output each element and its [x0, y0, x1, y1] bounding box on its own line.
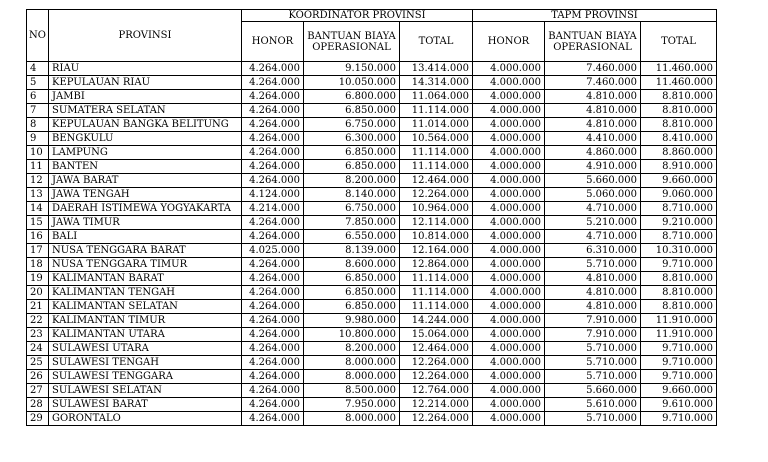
row-k-honor: 4.264.000: [242, 272, 304, 286]
row-k-bantuan: 8.139.000: [304, 244, 400, 258]
row-k-total: 12.864.000: [400, 258, 473, 272]
row-k-honor: 4.264.000: [242, 328, 304, 342]
row-t-bantuan: 7.910.000: [545, 314, 641, 328]
row-t-bantuan: 4.810.000: [545, 272, 641, 286]
row-t-total: 11.910.000: [641, 328, 717, 342]
table-row: [27, 146, 717, 160]
row-no: 13: [27, 188, 49, 202]
row-k-honor: 4.264.000: [242, 216, 304, 230]
row-k-total: 11.114.000: [400, 104, 473, 118]
row-no: 8: [27, 118, 49, 132]
row-t-bantuan: 5.710.000: [545, 370, 641, 384]
table-row: [27, 62, 717, 76]
row-provinsi: SUMATERA SELATAN: [49, 104, 242, 118]
table-row: [27, 216, 717, 230]
row-provinsi: KEPULAUAN BANGKA BELITUNG: [49, 118, 242, 132]
row-t-total: 11.910.000: [641, 314, 717, 328]
row-t-bantuan: 4.810.000: [545, 90, 641, 104]
row-no: 4: [27, 62, 49, 76]
header-t-honor: HONOR: [473, 22, 545, 62]
row-k-bantuan: 6.850.000: [304, 104, 400, 118]
row-k-honor: 4.264.000: [242, 90, 304, 104]
row-t-bantuan: 4.410.000: [545, 132, 641, 146]
table-row: [27, 314, 717, 328]
row-k-bantuan: 10.050.000: [304, 76, 400, 90]
row-k-bantuan: 6.850.000: [304, 160, 400, 174]
table-row: [27, 188, 717, 202]
header-provinsi: PROVINSI: [49, 10, 242, 62]
row-t-honor: 4.000.000: [473, 188, 545, 202]
row-t-honor: 4.000.000: [473, 62, 545, 76]
row-k-honor: 4.264.000: [242, 62, 304, 76]
row-provinsi: JAWA TENGAH: [49, 188, 242, 202]
row-t-honor: 4.000.000: [473, 230, 545, 244]
row-t-bantuan: 5.210.000: [545, 216, 641, 230]
row-k-bantuan: 8.200.000: [304, 342, 400, 356]
row-provinsi: SULAWESI TENGAH: [49, 356, 242, 370]
row-t-total: 9.660.000: [641, 384, 717, 398]
row-t-total: 8.810.000: [641, 272, 717, 286]
row-k-total: 12.264.000: [400, 188, 473, 202]
row-no: 21: [27, 300, 49, 314]
row-t-total: 10.310.000: [641, 244, 717, 258]
table-row: [27, 286, 717, 300]
row-k-honor: 4.264.000: [242, 384, 304, 398]
row-t-bantuan: 4.810.000: [545, 300, 641, 314]
row-k-bantuan: 6.850.000: [304, 300, 400, 314]
row-k-total: 15.064.000: [400, 328, 473, 342]
row-k-total: 10.964.000: [400, 202, 473, 216]
row-k-total: 11.114.000: [400, 300, 473, 314]
row-k-total: 13.414.000: [400, 62, 473, 76]
row-t-total: 9.660.000: [641, 174, 717, 188]
table-row: [27, 202, 717, 216]
row-no: 29: [27, 412, 49, 426]
row-t-bantuan: 7.460.000: [545, 76, 641, 90]
row-t-bantuan: 4.910.000: [545, 160, 641, 174]
row-k-honor: 4.264.000: [242, 370, 304, 384]
row-t-total: 9.710.000: [641, 412, 717, 426]
row-k-total: 12.264.000: [400, 356, 473, 370]
row-t-total: 11.460.000: [641, 62, 717, 76]
row-t-honor: 4.000.000: [473, 132, 545, 146]
row-k-bantuan: 8.200.000: [304, 174, 400, 188]
row-k-honor: 4.264.000: [242, 412, 304, 426]
row-no: 5: [27, 76, 49, 90]
row-t-bantuan: 7.460.000: [545, 62, 641, 76]
row-no: 23: [27, 328, 49, 342]
row-no: 6: [27, 90, 49, 104]
row-t-honor: 4.000.000: [473, 104, 545, 118]
row-t-honor: 4.000.000: [473, 174, 545, 188]
row-t-honor: 4.000.000: [473, 146, 545, 160]
table-row: [27, 118, 717, 132]
row-k-bantuan: 9.980.000: [304, 314, 400, 328]
row-no: 9: [27, 132, 49, 146]
table-row: [27, 76, 717, 90]
header-k-honor: HONOR: [242, 22, 304, 62]
row-t-bantuan: 5.710.000: [545, 412, 641, 426]
table-row: [27, 132, 717, 146]
row-k-honor: 4.264.000: [242, 230, 304, 244]
row-t-total: 8.810.000: [641, 90, 717, 104]
row-t-honor: 4.000.000: [473, 216, 545, 230]
row-t-honor: 4.000.000: [473, 384, 545, 398]
row-provinsi: SULAWESI BARAT: [49, 398, 242, 412]
row-k-honor: 4.025.000: [242, 244, 304, 258]
row-k-total: 11.064.000: [400, 90, 473, 104]
row-k-total: 11.114.000: [400, 272, 473, 286]
table-row: [27, 412, 717, 426]
row-k-bantuan: 8.000.000: [304, 412, 400, 426]
row-provinsi: SULAWESI UTARA: [49, 342, 242, 356]
row-t-honor: 4.000.000: [473, 328, 545, 342]
row-k-honor: 4.264.000: [242, 76, 304, 90]
row-provinsi: BENGKULU: [49, 132, 242, 146]
row-k-bantuan: 10.800.000: [304, 328, 400, 342]
row-k-bantuan: 6.750.000: [304, 202, 400, 216]
table-row: [27, 258, 717, 272]
row-t-total: 9.710.000: [641, 370, 717, 384]
table-row: [27, 90, 717, 104]
row-k-total: 11.114.000: [400, 146, 473, 160]
table-header: [27, 10, 717, 62]
row-t-bantuan: 4.860.000: [545, 146, 641, 160]
row-k-honor: 4.264.000: [242, 118, 304, 132]
row-provinsi: JAWA BARAT: [49, 174, 242, 188]
row-t-total: 9.710.000: [641, 356, 717, 370]
row-k-total: 10.564.000: [400, 132, 473, 146]
row-t-bantuan: 5.710.000: [545, 258, 641, 272]
row-provinsi: KALIMANTAN UTARA: [49, 328, 242, 342]
header-tapm-provinsi: TAPM PROVINSI: [473, 10, 717, 22]
row-k-bantuan: 6.750.000: [304, 118, 400, 132]
document-page: [26, 9, 717, 426]
header-t-bantuan: BANTUAN BIAYA OPERASIONAL: [545, 22, 641, 62]
row-k-bantuan: 8.600.000: [304, 258, 400, 272]
row-t-bantuan: 5.660.000: [545, 174, 641, 188]
row-provinsi: NUSA TENGGARA BARAT: [49, 244, 242, 258]
header-koordinator-provinsi: KOORDINATOR PROVINSI: [242, 10, 473, 22]
row-k-bantuan: 6.850.000: [304, 146, 400, 160]
row-no: 26: [27, 370, 49, 384]
row-t-honor: 4.000.000: [473, 356, 545, 370]
row-t-honor: 4.000.000: [473, 398, 545, 412]
row-k-bantuan: 6.800.000: [304, 90, 400, 104]
row-t-bantuan: 5.060.000: [545, 188, 641, 202]
row-k-honor: 4.264.000: [242, 160, 304, 174]
row-k-honor: 4.264.000: [242, 258, 304, 272]
row-k-bantuan: 6.300.000: [304, 132, 400, 146]
row-t-total: 8.910.000: [641, 160, 717, 174]
row-k-total: 12.464.000: [400, 174, 473, 188]
row-no: 24: [27, 342, 49, 356]
row-t-bantuan: 5.710.000: [545, 342, 641, 356]
row-t-honor: 4.000.000: [473, 244, 545, 258]
table-row: [27, 370, 717, 384]
row-t-bantuan: 5.610.000: [545, 398, 641, 412]
row-t-bantuan: 4.810.000: [545, 286, 641, 300]
header-no: NO: [27, 10, 49, 62]
row-provinsi: BANTEN: [49, 160, 242, 174]
row-k-total: 12.264.000: [400, 412, 473, 426]
row-k-total: 14.314.000: [400, 76, 473, 90]
row-k-total: 12.764.000: [400, 384, 473, 398]
row-t-honor: 4.000.000: [473, 342, 545, 356]
row-k-total: 12.114.000: [400, 216, 473, 230]
row-t-honor: 4.000.000: [473, 76, 545, 90]
row-k-honor: 4.264.000: [242, 314, 304, 328]
row-provinsi: KALIMANTAN TIMUR: [49, 314, 242, 328]
row-t-honor: 4.000.000: [473, 300, 545, 314]
row-no: 28: [27, 398, 49, 412]
row-no: 27: [27, 384, 49, 398]
row-provinsi: LAMPUNG: [49, 146, 242, 160]
row-t-total: 8.810.000: [641, 300, 717, 314]
row-no: 22: [27, 314, 49, 328]
row-k-honor: 4.264.000: [242, 132, 304, 146]
row-k-honor: 4.264.000: [242, 342, 304, 356]
row-no: 17: [27, 244, 49, 258]
row-t-honor: 4.000.000: [473, 314, 545, 328]
table-row: [27, 230, 717, 244]
table-row: [27, 160, 717, 174]
row-k-honor: 4.264.000: [242, 104, 304, 118]
row-provinsi: BALI: [49, 230, 242, 244]
row-provinsi: SULAWESI TENGGARA: [49, 370, 242, 384]
row-t-bantuan: 5.660.000: [545, 384, 641, 398]
table-row: [27, 300, 717, 314]
table-row: [27, 328, 717, 342]
row-k-bantuan: 8.140.000: [304, 188, 400, 202]
row-t-honor: 4.000.000: [473, 272, 545, 286]
row-t-bantuan: 4.810.000: [545, 104, 641, 118]
row-no: 7: [27, 104, 49, 118]
row-k-bantuan: 9.150.000: [304, 62, 400, 76]
row-k-bantuan: 6.550.000: [304, 230, 400, 244]
row-provinsi: RIAU: [49, 62, 242, 76]
row-t-bantuan: 4.710.000: [545, 230, 641, 244]
row-k-total: 10.814.000: [400, 230, 473, 244]
row-t-bantuan: 5.710.000: [545, 356, 641, 370]
row-t-total: 8.860.000: [641, 146, 717, 160]
row-no: 10: [27, 146, 49, 160]
table-row: [27, 356, 717, 370]
row-k-honor: 4.124.000: [242, 188, 304, 202]
row-k-honor: 4.264.000: [242, 146, 304, 160]
row-t-total: 8.410.000: [641, 132, 717, 146]
row-k-bantuan: 6.850.000: [304, 272, 400, 286]
row-k-bantuan: 8.000.000: [304, 370, 400, 384]
table-row: [27, 342, 717, 356]
row-t-honor: 4.000.000: [473, 370, 545, 384]
row-k-honor: 4.264.000: [242, 286, 304, 300]
row-no: 12: [27, 174, 49, 188]
row-t-total: 8.710.000: [641, 230, 717, 244]
row-t-total: 8.810.000: [641, 104, 717, 118]
header-t-total: TOTAL: [641, 22, 717, 62]
row-provinsi: KALIMANTAN SELATAN: [49, 300, 242, 314]
budget-table: [26, 9, 717, 426]
table-row: [27, 104, 717, 118]
row-k-honor: 4.264.000: [242, 174, 304, 188]
row-k-total: 12.464.000: [400, 342, 473, 356]
row-k-honor: 4.264.000: [242, 398, 304, 412]
table-row: [27, 174, 717, 188]
row-k-bantuan: 7.850.000: [304, 216, 400, 230]
row-k-total: 11.114.000: [400, 160, 473, 174]
row-provinsi: KALIMANTAN TENGAH: [49, 286, 242, 300]
row-t-honor: 4.000.000: [473, 118, 545, 132]
row-no: 20: [27, 286, 49, 300]
row-k-total: 14.244.000: [400, 314, 473, 328]
header-k-total: TOTAL: [400, 22, 473, 62]
row-t-total: 8.810.000: [641, 286, 717, 300]
row-t-total: 9.210.000: [641, 216, 717, 230]
row-provinsi: DAERAH ISTIMEWA YOGYAKARTA: [49, 202, 242, 216]
row-no: 16: [27, 230, 49, 244]
row-t-bantuan: 7.910.000: [545, 328, 641, 342]
row-k-total: 11.014.000: [400, 118, 473, 132]
bottom-fade: [0, 440, 768, 462]
header-k-bantuan: BANTUAN BIAYA OPERASIONAL: [304, 22, 400, 62]
row-t-total: 8.810.000: [641, 118, 717, 132]
row-provinsi: JAWA TIMUR: [49, 216, 242, 230]
row-k-total: 11.114.000: [400, 286, 473, 300]
table-row: [27, 272, 717, 286]
row-k-honor: 4.264.000: [242, 300, 304, 314]
row-k-honor: 4.214.000: [242, 202, 304, 216]
row-provinsi: SULAWESI SELATAN: [49, 384, 242, 398]
row-provinsi: NUSA TENGGARA TIMUR: [49, 258, 242, 272]
row-k-total: 12.164.000: [400, 244, 473, 258]
table-row: [27, 244, 717, 258]
row-t-bantuan: 4.710.000: [545, 202, 641, 216]
row-k-honor: 4.264.000: [242, 356, 304, 370]
row-t-honor: 4.000.000: [473, 286, 545, 300]
row-k-bantuan: 6.850.000: [304, 286, 400, 300]
row-t-honor: 4.000.000: [473, 160, 545, 174]
row-t-bantuan: 6.310.000: [545, 244, 641, 258]
row-k-bantuan: 8.000.000: [304, 356, 400, 370]
row-no: 25: [27, 356, 49, 370]
row-t-honor: 4.000.000: [473, 90, 545, 104]
row-provinsi: JAMBI: [49, 90, 242, 104]
row-t-total: 9.710.000: [641, 342, 717, 356]
row-no: 18: [27, 258, 49, 272]
row-provinsi: GORONTALO: [49, 412, 242, 426]
row-k-total: 12.214.000: [400, 398, 473, 412]
row-provinsi: KALIMANTAN BARAT: [49, 272, 242, 286]
row-t-honor: 4.000.000: [473, 258, 545, 272]
row-k-total: 12.264.000: [400, 370, 473, 384]
row-t-total: 9.060.000: [641, 188, 717, 202]
row-no: 15: [27, 216, 49, 230]
table-row: [27, 384, 717, 398]
row-t-honor: 4.000.000: [473, 202, 545, 216]
row-t-bantuan: 4.810.000: [545, 118, 641, 132]
row-no: 19: [27, 272, 49, 286]
table-row: [27, 398, 717, 412]
row-provinsi: KEPULAUAN RIAU: [49, 76, 242, 90]
row-t-total: 9.610.000: [641, 398, 717, 412]
row-t-honor: 4.000.000: [473, 412, 545, 426]
row-no: 14: [27, 202, 49, 216]
table-body: [27, 62, 717, 426]
row-t-total: 11.460.000: [641, 76, 717, 90]
row-t-total: 9.710.000: [641, 258, 717, 272]
row-no: 11: [27, 160, 49, 174]
row-k-bantuan: 7.950.000: [304, 398, 400, 412]
row-t-total: 8.710.000: [641, 202, 717, 216]
row-k-bantuan: 8.500.000: [304, 384, 400, 398]
